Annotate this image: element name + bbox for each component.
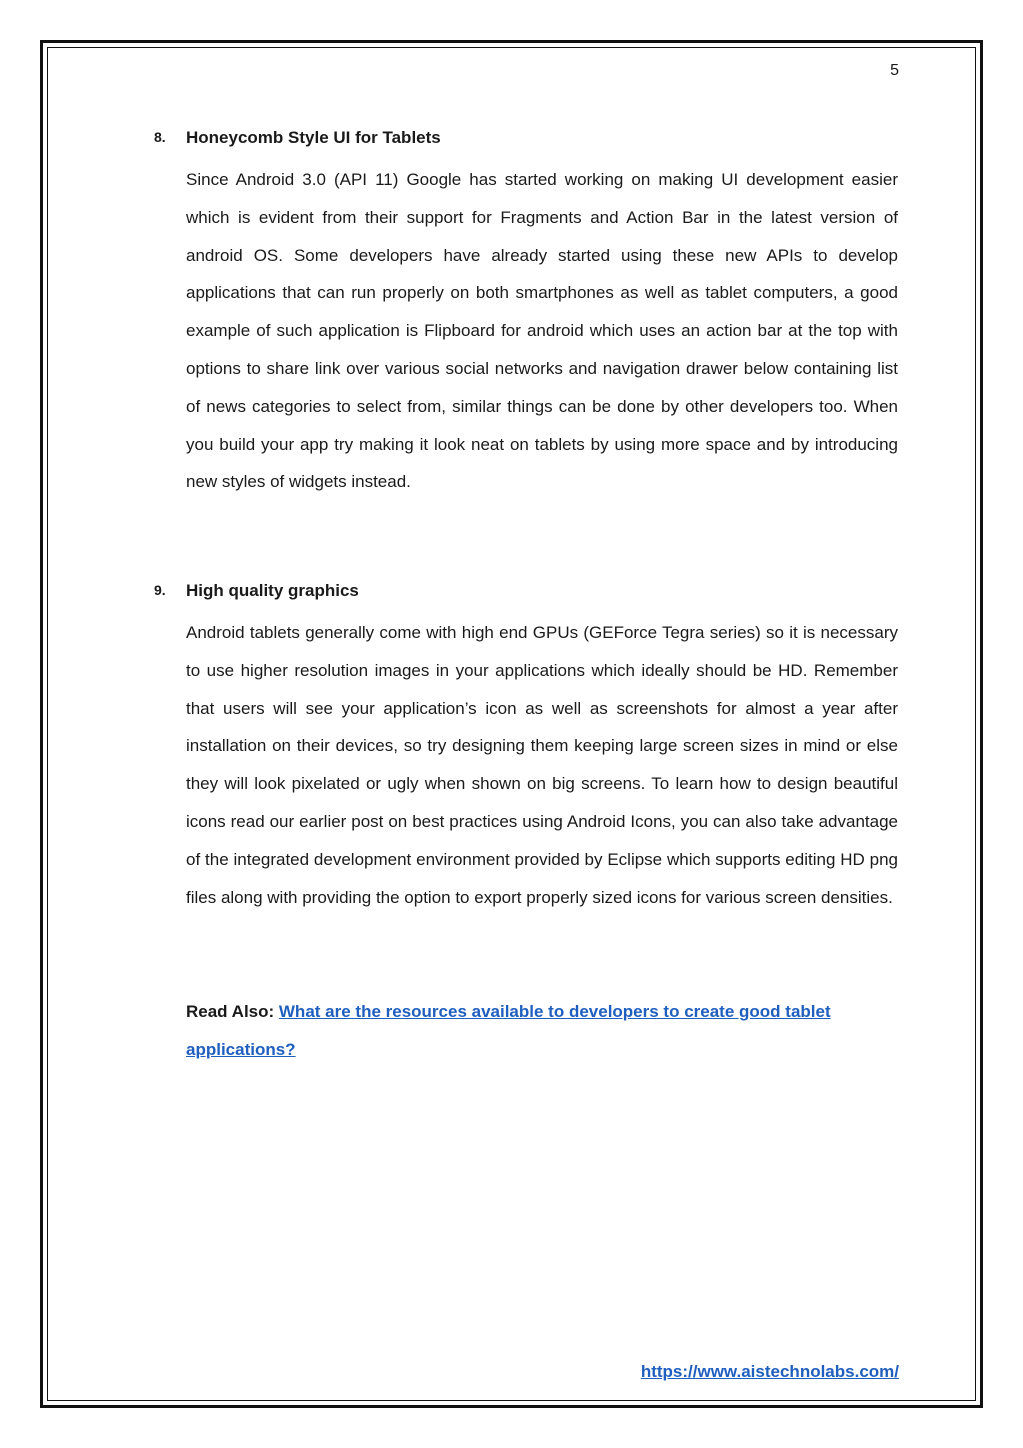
- section-honeycomb-ui: [154, 127, 898, 501]
- section-number: 8.: [154, 129, 166, 145]
- section-title: High quality graphics: [186, 581, 359, 600]
- section-body: Since Android 3.0 (API 11) Google has started working on making UI development easier which is evident from their support for Fragments and Action Bar in the latest version of android OS. Some developers have already started using these new APIs to develop applications that can run properly on both smartphones as well as tablet computers, a good example of such application is Flipboard for android which uses an action bar at the top with options to share link over various social networks and navigation drawer below containing list of news categories to select from, similar things can be done by other developers too. When you build your app try making it look neat on tablets by using more space and by introducing new styles of widgets instead.: [186, 170, 898, 492]
- read-also-link[interactable]: What are the resources available to developers to create good tablet applications?: [186, 1002, 831, 1059]
- footer-website-link[interactable]: https://www.aistechnolabs.com/: [640, 1362, 899, 1381]
- page-number: 5: [890, 62, 899, 79]
- section-number: 9.: [154, 582, 166, 598]
- section-high-quality-graphics: [154, 580, 898, 916]
- section-title: Honeycomb Style UI for Tablets: [186, 128, 441, 147]
- read-also-label: Read Also:: [186, 1002, 279, 1021]
- read-also: [186, 993, 898, 1069]
- section-body: Android tablets generally come with high end GPUs (GEForce Tegra series) so it is necessary to use higher resolution images in your applications which ideally should be HD. Remember that users will see your application’s icon as well as screenshots for almost a year after installation on their devices, so try designing them keeping large screen sizes in mind or else they will look pixelated or ugly when shown on big screens. To learn how to design beautiful icons read our earlier post on best practices using Android Icons, you can also take advantage of the integrated development environment provided by Eclipse which supports editing HD png files along with providing the option to export properly sized icons for various screen densities.: [186, 623, 898, 907]
